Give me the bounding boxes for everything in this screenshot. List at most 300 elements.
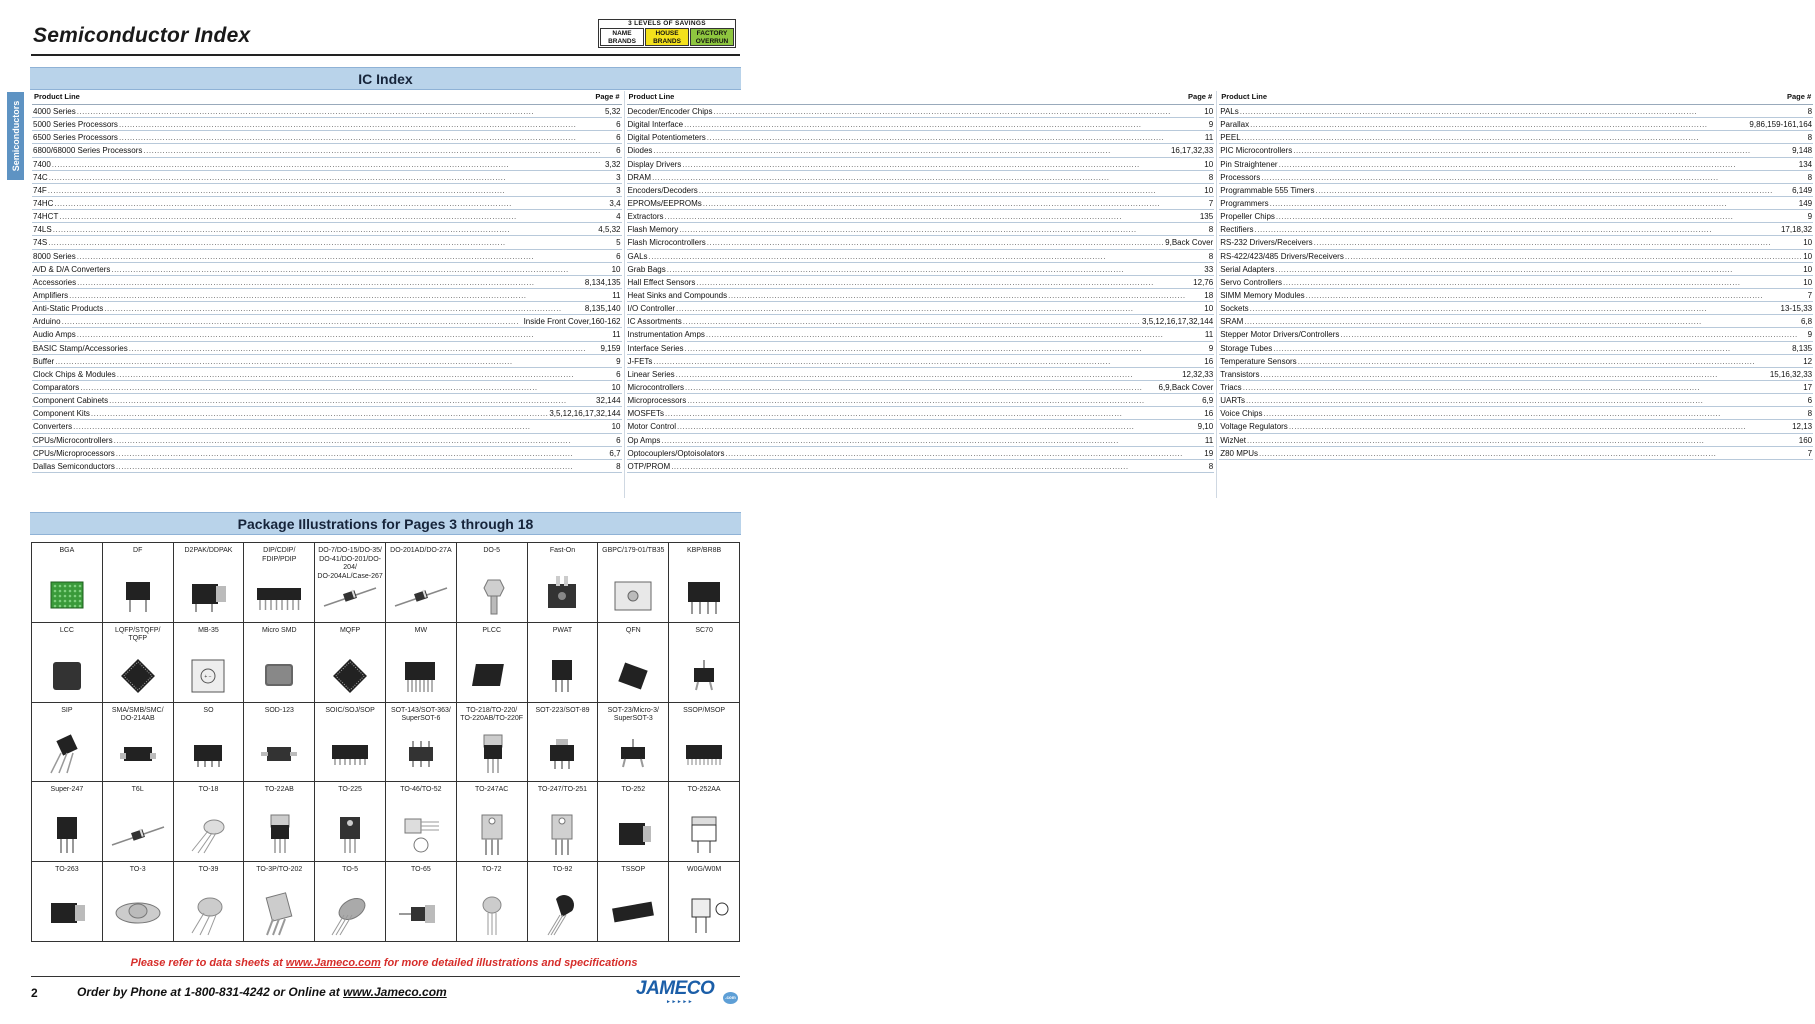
to5-icon (315, 891, 385, 937)
package-cell[interactable] (244, 543, 315, 623)
dot-leader (59, 210, 615, 223)
package-cell[interactable] (669, 543, 740, 623)
dot-leader (116, 447, 609, 460)
index-row[interactable] (32, 447, 622, 460)
to220-icon (244, 811, 314, 857)
index-row[interactable] (1219, 381, 1813, 394)
datasheet-link[interactable]: www.Jameco.com (285, 957, 381, 969)
dot-leader (707, 131, 1204, 144)
page-reference: 19 (1204, 448, 1214, 458)
dot-leader (54, 197, 608, 210)
package-cell[interactable] (103, 543, 174, 623)
savings-legend-title: 3 LEVELS OF SAVINGS (628, 20, 706, 27)
index-row[interactable] (627, 131, 1215, 144)
index-row[interactable] (32, 342, 622, 355)
dot-leader (77, 105, 604, 118)
package-cell[interactable] (528, 862, 599, 942)
product-line-name: MOSFETs (627, 409, 664, 419)
index-row[interactable] (32, 158, 622, 171)
package-cell[interactable] (315, 623, 386, 703)
to220-icon (457, 731, 527, 777)
index-row[interactable] (32, 223, 622, 236)
package-cell[interactable] (315, 862, 386, 942)
product-line-name: Hall Effect Sensors (627, 277, 696, 287)
page-reference: 9 (616, 356, 621, 366)
product-line-name: Display Drivers (627, 159, 682, 169)
page-reference: 9 (1807, 212, 1813, 222)
dot-leader (48, 184, 615, 197)
package-label: TO-225 (338, 786, 362, 794)
index-row[interactable] (1219, 236, 1813, 249)
dot-leader (671, 460, 1208, 473)
index-row[interactable] (1219, 144, 1813, 157)
index-row[interactable] (1219, 197, 1813, 210)
index-row[interactable] (627, 263, 1215, 276)
dot-leader (62, 315, 523, 328)
ic-index-table (30, 91, 1813, 498)
index-row[interactable] (32, 118, 622, 131)
index-row[interactable] (1219, 105, 1813, 118)
package-cell[interactable] (103, 703, 174, 783)
dot-leader (706, 328, 1204, 341)
index-row[interactable] (32, 131, 622, 144)
header-page-number: Page # (595, 92, 620, 101)
package-illustrations-header: Package Illustrations for Pages 3 through 18 (30, 512, 741, 535)
dot-leader (1306, 289, 1807, 302)
product-line-name: Temperature Sensors (1220, 356, 1297, 366)
index-column-header (1219, 91, 1813, 105)
package-label: Micro SMD (261, 626, 297, 634)
package-label: TO-247/TO-251 (537, 786, 588, 794)
jameco-logo[interactable] (636, 978, 740, 1006)
product-line-name: 74F (33, 185, 47, 195)
package-cell[interactable] (244, 703, 315, 783)
page-reference: 6 (616, 251, 621, 261)
page-reference: 8 (1208, 251, 1214, 261)
index-row[interactable] (32, 407, 622, 420)
index-row[interactable] (627, 236, 1215, 249)
header-page-number: Page # (1786, 92, 1812, 101)
page-reference: 6 (616, 133, 621, 143)
index-row[interactable] (1219, 394, 1813, 407)
dot-leader (1250, 118, 1748, 131)
index-row[interactable] (32, 171, 622, 184)
product-line-name: Interface Series (627, 343, 684, 353)
package-cell[interactable] (174, 623, 245, 703)
index-row[interactable] (1219, 184, 1813, 197)
product-line-name: Sockets (1220, 304, 1249, 314)
to3p-icon (244, 891, 314, 937)
product-line-name: Accessories (33, 277, 77, 287)
package-cell[interactable] (598, 862, 669, 942)
index-row[interactable] (627, 328, 1215, 341)
page-reference: 12,76 (1193, 277, 1214, 287)
package-cell[interactable] (32, 623, 103, 703)
index-row[interactable] (1219, 407, 1813, 420)
datasheet-note (0, 957, 768, 969)
index-row[interactable] (1219, 315, 1813, 328)
dot-leader (1250, 302, 1780, 315)
package-cell[interactable] (244, 623, 315, 703)
product-line-name: RS-422/423/485 Drivers/Receivers (1220, 251, 1344, 261)
side-tab-semiconductors[interactable] (7, 92, 24, 180)
product-line-name: CPUs/Microprocessors (33, 448, 115, 458)
index-row[interactable] (627, 184, 1215, 197)
package-cell[interactable] (32, 782, 103, 862)
package-label: DO-5 (483, 547, 501, 554)
product-line-name: WizNet (1220, 435, 1246, 445)
to3-icon (103, 891, 173, 937)
product-line-name: 74C (33, 172, 48, 182)
package-label: LQFP/STQFP/ TQFP (114, 626, 161, 643)
page-reference: 8 (1807, 172, 1813, 182)
stud-diode-icon (457, 572, 527, 618)
product-line-name: 74HCT (33, 212, 59, 222)
package-cell[interactable] (528, 703, 599, 783)
savings-name-brands: NAME BRANDS (600, 28, 644, 46)
qfp-icon (103, 652, 173, 698)
index-row[interactable] (627, 289, 1215, 302)
dot-leader (114, 434, 615, 447)
to18-icon (174, 811, 244, 857)
dot-leader (683, 315, 1141, 328)
index-row[interactable] (32, 197, 622, 210)
index-row[interactable] (627, 381, 1215, 394)
order-line (77, 985, 447, 999)
page-reference: 11 (612, 290, 621, 300)
index-row[interactable] (32, 315, 622, 328)
index-row[interactable] (627, 171, 1215, 184)
package-cell[interactable] (386, 703, 457, 783)
page-reference: 9,86,159-161,164 (1749, 120, 1813, 130)
package-cell[interactable] (457, 862, 528, 942)
dot-leader (661, 434, 1203, 447)
page-reference: 134 (1798, 159, 1813, 169)
page-reference: 7 (1807, 448, 1813, 458)
dot-leader (676, 302, 1203, 315)
index-row[interactable] (1219, 223, 1813, 236)
index-row[interactable] (32, 144, 622, 157)
index-row[interactable] (1219, 263, 1813, 276)
package-cell[interactable] (669, 703, 740, 783)
package-cell[interactable] (174, 543, 245, 623)
package-cell[interactable] (386, 623, 457, 703)
page-reference: Inside Front Cover,160-162 (523, 317, 621, 327)
index-row[interactable] (32, 236, 622, 249)
package-label: PLCC (482, 626, 502, 634)
sot23-icon (598, 731, 668, 777)
dot-leader (677, 420, 1197, 433)
product-line-name: Microcontrollers (627, 382, 684, 392)
index-row[interactable] (627, 394, 1215, 407)
package-cell[interactable] (315, 543, 386, 623)
index-row[interactable] (32, 394, 622, 407)
index-row[interactable] (32, 355, 622, 368)
page-reference: 7 (1208, 198, 1214, 208)
product-line-name: J-FETs (627, 356, 653, 366)
package-cell[interactable] (386, 782, 457, 862)
page-reference: 18 (1204, 290, 1214, 300)
page-reference: 11 (1204, 133, 1214, 143)
page-reference: 6 (1807, 396, 1813, 406)
index-row[interactable] (32, 434, 622, 447)
index-row[interactable] (627, 315, 1215, 328)
package-cell[interactable] (386, 543, 457, 623)
package-cell[interactable] (103, 782, 174, 862)
dot-leader (696, 276, 1192, 289)
product-line-name: 8000 Series (33, 251, 76, 261)
side-tab-label: Semiconductors (10, 100, 21, 172)
qfn-icon (598, 652, 668, 698)
package-label: TO-3P/TO-202 (256, 866, 303, 874)
product-line-name: Processors (1220, 172, 1261, 182)
index-row[interactable] (627, 210, 1215, 223)
sip-icon (32, 731, 102, 777)
index-row[interactable] (1219, 368, 1813, 381)
index-row[interactable] (1219, 420, 1813, 433)
sma-icon (103, 731, 173, 777)
index-row[interactable] (1219, 118, 1813, 131)
dot-leader (116, 460, 615, 473)
page-reference: 5 (616, 238, 621, 248)
package-cell[interactable] (32, 543, 103, 623)
index-row[interactable] (1219, 171, 1813, 184)
index-row[interactable] (627, 276, 1215, 289)
package-label: PWAT (552, 626, 573, 634)
axial-diode-icon (386, 572, 456, 618)
package-label: TO-22AB (264, 786, 294, 794)
dot-leader (91, 407, 548, 420)
dot-leader (1315, 184, 1791, 197)
package-cell[interactable] (315, 703, 386, 783)
page-reference: 16 (1204, 409, 1214, 419)
index-row[interactable] (627, 223, 1215, 236)
package-cell[interactable] (598, 703, 669, 783)
package-cell[interactable] (598, 543, 669, 623)
product-line-name: Comparators (33, 382, 80, 392)
index-row[interactable] (627, 447, 1215, 460)
index-row[interactable] (32, 302, 622, 315)
dot-leader (1279, 158, 1798, 171)
package-label: SO (203, 706, 214, 714)
page-reference: 16,17,32,33 (1170, 146, 1214, 156)
product-line-name: 4000 Series (33, 107, 76, 116)
dot-leader (69, 289, 611, 302)
package-label: KBP/BR8B (686, 547, 722, 554)
dot-leader (1255, 223, 1780, 236)
index-row[interactable] (627, 144, 1215, 157)
package-cell[interactable] (174, 703, 245, 783)
package-cell[interactable] (528, 623, 599, 703)
page-reference: 10 (611, 264, 621, 274)
dot-leader (684, 118, 1208, 131)
page-reference: 4 (616, 212, 621, 222)
package-cell[interactable] (244, 862, 315, 942)
index-row[interactable] (1219, 434, 1813, 447)
package-cell[interactable] (174, 862, 245, 942)
package-cell[interactable] (386, 862, 457, 942)
dot-leader (1289, 420, 1791, 433)
index-row[interactable] (32, 210, 622, 223)
to65-icon (386, 891, 456, 937)
index-row[interactable] (1219, 328, 1813, 341)
page-reference: 8 (1807, 107, 1813, 116)
qfp-icon (315, 652, 385, 698)
package-cell[interactable] (457, 703, 528, 783)
index-row[interactable] (32, 105, 622, 118)
product-line-name: Decoder/Encoder Chips (627, 107, 713, 116)
package-cell[interactable] (244, 782, 315, 862)
page-reference: 149 (1798, 198, 1813, 208)
page-reference: 10 (611, 382, 621, 392)
df-icon (103, 572, 173, 618)
package-cell[interactable] (315, 782, 386, 862)
dot-leader (652, 171, 1208, 184)
index-row[interactable] (627, 368, 1215, 381)
dot-leader (728, 289, 1203, 302)
package-cell[interactable] (598, 623, 669, 703)
index-row[interactable] (32, 460, 622, 473)
package-label: Fast-On (549, 547, 576, 554)
product-line-name: Linear Series (627, 369, 675, 379)
index-row[interactable] (1219, 342, 1813, 355)
package-cell[interactable] (103, 623, 174, 703)
product-line-name: Rectifiers (1220, 225, 1254, 235)
index-row[interactable] (1219, 289, 1813, 302)
index-row[interactable] (627, 460, 1215, 473)
index-row[interactable] (32, 263, 622, 276)
product-line-name: EPROMs/EEPROMs (627, 198, 702, 208)
product-line-name: UARTs (1220, 396, 1245, 406)
index-row[interactable] (32, 289, 622, 302)
package-label: SOD-123 (264, 706, 294, 714)
index-row[interactable] (627, 355, 1215, 368)
product-line-name: RS-232 Drivers/Receivers (1220, 238, 1313, 248)
package-cell[interactable] (32, 862, 103, 942)
page-reference: 17 (1803, 382, 1813, 392)
page-reference: 10 (611, 422, 621, 432)
package-cell[interactable] (457, 782, 528, 862)
product-line-name: 74S (33, 238, 48, 248)
index-row[interactable] (1219, 210, 1813, 223)
page-reference: 10 (1803, 277, 1813, 287)
page-reference: 11 (1204, 435, 1214, 445)
dot-leader (665, 210, 1199, 223)
page-reference: 9,10 (1197, 422, 1214, 432)
product-line-name: OTP/PROM (627, 461, 671, 471)
lcc-icon (32, 652, 102, 698)
page-reference: 3,5,12,16,17,32,144 (549, 409, 621, 419)
index-row[interactable] (627, 342, 1215, 355)
package-cell[interactable] (528, 543, 599, 623)
package-cell[interactable] (32, 703, 103, 783)
package-label: SC70 (695, 626, 713, 634)
dot-leader (1314, 236, 1803, 249)
index-row[interactable] (627, 197, 1215, 210)
page-reference: 16 (1204, 356, 1214, 366)
package-cell[interactable] (457, 623, 528, 703)
index-row[interactable] (1219, 250, 1813, 263)
package-cell[interactable] (598, 782, 669, 862)
package-label: TO-5 (342, 866, 358, 874)
index-row[interactable] (1219, 355, 1813, 368)
page-reference: 4,5,32 (598, 225, 621, 235)
index-row[interactable] (627, 434, 1215, 447)
index-row[interactable] (627, 420, 1215, 433)
page-reference: 13-15,33 (1780, 304, 1813, 314)
index-row[interactable] (627, 302, 1215, 315)
index-row[interactable] (627, 105, 1215, 118)
page-reference: 6 (616, 146, 621, 156)
index-row[interactable] (32, 184, 622, 197)
package-label: SOT-223/SOT-89 (535, 706, 590, 714)
product-line-name: Component Cabinets (33, 396, 109, 406)
page-reference: 8 (1807, 133, 1813, 143)
page-reference: 33 (1204, 264, 1214, 274)
index-row[interactable] (627, 158, 1215, 171)
index-row[interactable] (32, 420, 622, 433)
page-reference: 10 (1204, 107, 1214, 116)
index-row[interactable] (32, 276, 622, 289)
product-line-name: SRAM (1220, 317, 1244, 327)
product-line-name: Encoders/Decoders (627, 185, 698, 195)
dot-leader (77, 250, 615, 263)
index-row[interactable] (627, 407, 1215, 420)
page-reference: 10 (1204, 304, 1214, 314)
package-label: BGA (59, 547, 75, 554)
page-reference: 8 (616, 461, 621, 471)
index-row[interactable] (1219, 131, 1813, 144)
index-row[interactable] (627, 250, 1215, 263)
index-row[interactable] (1219, 276, 1813, 289)
package-label: TO-39 (198, 866, 219, 874)
product-line-name: DRAM (627, 172, 652, 182)
product-line-name: Servo Controllers (1220, 277, 1283, 287)
package-cell[interactable] (528, 782, 599, 862)
package-cell[interactable] (669, 782, 740, 862)
dot-leader (713, 105, 1203, 118)
package-cell[interactable] (174, 782, 245, 862)
product-line-name: Anti-Static Products (33, 304, 104, 314)
page-reference: 10 (1803, 251, 1813, 261)
product-line-name: Audio Amps (33, 330, 76, 340)
super247-icon (32, 811, 102, 857)
index-row[interactable] (32, 250, 622, 263)
package-cell[interactable] (103, 862, 174, 942)
index-row[interactable] (32, 381, 622, 394)
dot-leader (117, 368, 615, 381)
package-cell[interactable] (669, 862, 740, 942)
dot-leader (1259, 447, 1807, 460)
to225-icon (315, 811, 385, 857)
package-label: TO-247AC (475, 786, 509, 794)
index-row[interactable] (1219, 302, 1813, 315)
page-reference: 9 (1208, 120, 1214, 130)
index-row[interactable] (32, 328, 622, 341)
package-label: TO-3 (129, 866, 146, 874)
page-number: 2 (31, 986, 38, 1000)
index-row[interactable] (1219, 447, 1813, 460)
dot-leader (676, 368, 1181, 381)
page-reference: 12,13 (1792, 422, 1813, 432)
package-cell[interactable] (669, 623, 740, 703)
index-column (30, 91, 624, 498)
index-row[interactable] (1219, 158, 1813, 171)
order-link[interactable]: www.Jameco.com (343, 985, 447, 999)
index-row[interactable] (32, 368, 622, 381)
index-row[interactable] (627, 118, 1215, 131)
package-cell[interactable] (457, 543, 528, 623)
